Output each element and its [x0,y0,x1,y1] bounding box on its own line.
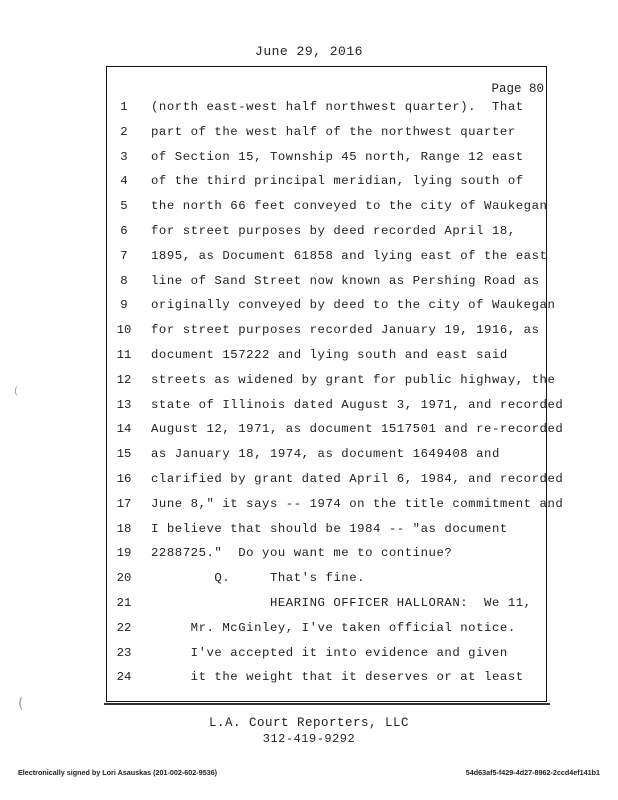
line-text: June 8," it says -- 1974 on the title commitment and [151,496,564,511]
transcript-line [0,174,618,194]
line-text: August 12, 1971, as document 1517501 and re-recorded [151,422,564,437]
line-number: 23 [116,645,132,660]
transcript-line [0,422,618,442]
line-number: 6 [120,224,128,238]
transcript-line [0,298,618,318]
transcript-line [0,348,618,368]
transcript-line [0,596,618,616]
line-text: of the third principal meridian, lying south of [151,174,524,189]
line-text: the north 66 feet conveyed to the city of Waukegan [151,199,548,214]
line-text: of Section 15, Township 45 north, Range 12 east [151,149,524,164]
transcript-line [0,497,618,517]
transcript-line [0,447,618,467]
line-text: for street purposes by deed recorded April 18, [151,224,516,238]
line-text: part of the west half of the northwest quarter [151,124,516,139]
transcript-line [0,571,618,591]
frame-shadow [104,703,550,705]
line-number: 3 [120,149,128,164]
transcript-line [0,199,618,219]
transcript-line [0,323,618,343]
transcript-line [0,274,618,294]
line-text: I've accepted it into evidence and given [151,645,508,660]
line-number: 5 [120,199,128,214]
line-number: 14 [116,422,132,437]
line-text: it the weight that it deserves or at least [151,670,524,685]
line-text: Mr. McGinley, I've taken official notice. [151,620,516,635]
esign-notice: Electronically signed by Lori Asauskas (201-002-602-9536) [18,768,218,777]
transcript-line [0,150,618,170]
line-number: 1 [120,100,128,114]
line-text: line of Sand Street now known as Pershing Road as [151,273,540,288]
scan-mark: ( [18,696,24,712]
line-text: for street purposes recorded January 19, 1916, as [151,323,540,338]
line-text: streets as widened by grant for public highway, the [151,372,556,387]
line-text: (north east-west half northwest quarter). That [151,100,524,114]
transcript-line [0,646,618,666]
line-text: state of Illinois dated August 3, 1971, and recorded [151,397,564,412]
transcript-line [0,472,618,492]
line-number: 13 [116,397,132,412]
line-number: 16 [116,472,132,486]
transcript-line [0,546,618,566]
line-text: HEARING OFFICER HALLORAN: We 11, [151,596,532,610]
line-number: 24 [116,670,132,685]
line-text: clarified by grant dated April 6, 1984, and recorded [151,472,564,486]
footer-phone: 312-419-9292 [262,732,356,746]
line-number: 20 [116,571,132,586]
line-number: 10 [116,323,132,338]
line-text: 1895, as Document 61858 and lying east of the east [151,248,548,263]
transcript-line [0,373,618,393]
line-number: 17 [116,496,132,511]
document-id: 54d63af5-f429-4d27-8962-2ccd4ef141b1 [465,768,600,777]
line-number: 19 [116,546,132,561]
line-text: originally conveyed by deed to the city of Waukegan [151,298,556,313]
line-number: 21 [116,596,132,610]
line-number: 18 [116,521,132,536]
line-text: Q. That's fine. [151,571,366,586]
transcript-line [0,125,618,145]
scan-mark: ( [14,386,18,397]
transcript-line [0,100,618,120]
line-number: 9 [120,298,128,313]
transcript-line [0,224,618,244]
line-number: 7 [120,248,128,263]
line-text: I believe that should be 1984 -- "as document [151,521,508,536]
line-number: 11 [116,348,132,362]
line-number: 2 [120,124,128,139]
line-number: 4 [120,174,128,189]
line-text: as January 18, 1974, as document 1649408 and [151,447,500,462]
header-date: June 29, 2016 [255,44,363,59]
line-number: 22 [116,620,132,635]
transcript-line [0,249,618,269]
footer-company: L.A. Court Reporters, LLC [208,716,410,730]
page-number: Page 80 [491,82,544,96]
transcript-line [0,398,618,418]
line-number: 15 [116,447,132,462]
transcript-line [0,522,618,542]
line-text: document 157222 and lying south and east said [151,348,508,362]
transcript-line [0,670,618,690]
line-number: 8 [120,273,128,288]
transcript-line [0,621,618,641]
line-number: 12 [116,372,132,387]
line-text: 2288725." Do you want me to continue? [151,546,453,561]
